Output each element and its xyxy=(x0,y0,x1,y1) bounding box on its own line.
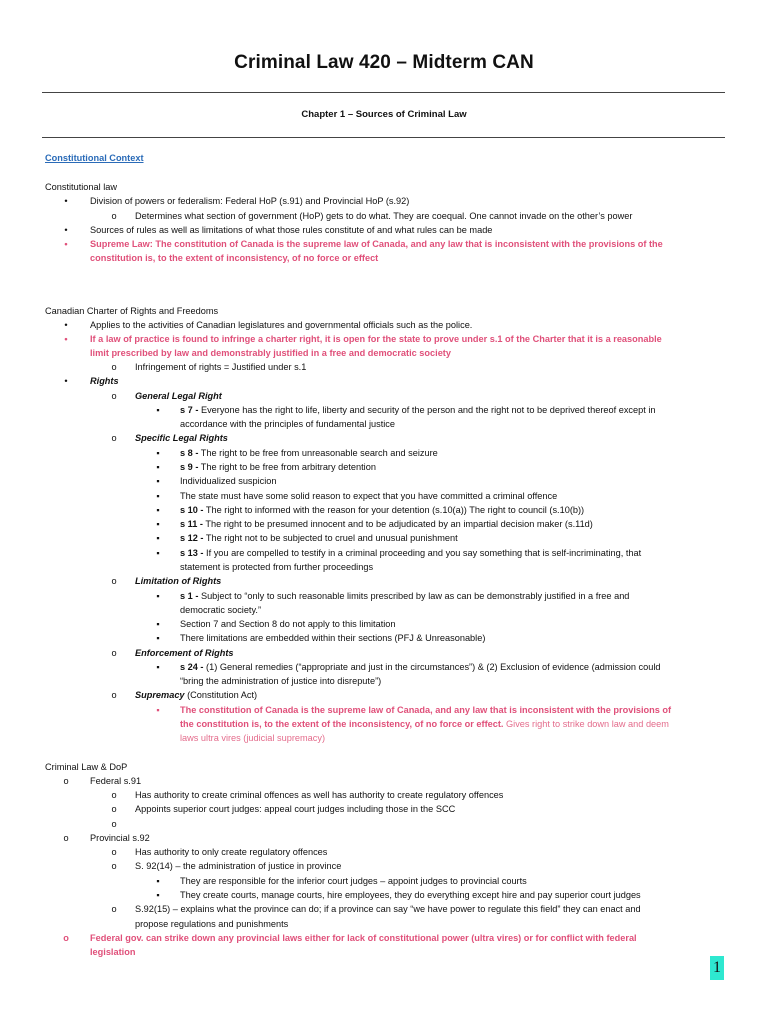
text-line xyxy=(90,374,119,388)
text-line xyxy=(180,460,376,474)
section-number: s 7 - xyxy=(180,405,199,415)
text-line xyxy=(90,774,141,788)
line-text: They are responsible for the inferior court judges – appoint judges to provincial courts xyxy=(180,876,527,886)
line-text: democratic society.” xyxy=(180,605,262,615)
section-number: s 1 - xyxy=(180,591,199,601)
line-text: Section 7 and Section 8 do not apply to this limitation xyxy=(180,619,396,629)
line-text: propose regulations and punishments xyxy=(135,919,289,929)
text-line xyxy=(135,389,222,403)
square-bullet-icon: ▪ xyxy=(156,491,160,501)
text-line xyxy=(135,360,306,374)
circle-bullet-icon: o xyxy=(111,211,117,221)
line-text: Determines what section of government (HoP) gets to do what. They are coequal. One cannot invade on the other’s power xyxy=(135,211,633,221)
text-line xyxy=(90,945,135,959)
line-text: “bring the administration of justice into disrepute”) xyxy=(180,676,382,686)
circle-bullet-icon: o xyxy=(111,362,117,372)
section-number: s 8 - xyxy=(180,448,199,458)
line-text: Subject to “only to such reasonable limits prescribed by law as can be demonstrably justified in a free and xyxy=(198,591,630,601)
text-line xyxy=(180,888,641,902)
text-line xyxy=(180,717,669,731)
text-line xyxy=(180,674,381,688)
bullet-icon: • xyxy=(64,196,68,206)
text-line xyxy=(180,589,629,603)
square-bullet-icon: ▪ xyxy=(156,662,160,672)
page-number: 1 xyxy=(710,956,724,980)
line-text: limit prescribed by law and demonstrably justified in a free and democratic society xyxy=(90,348,451,358)
square-bullet-icon: ▪ xyxy=(156,705,160,715)
circle-bullet-icon: o xyxy=(111,576,117,586)
text-line xyxy=(180,531,458,545)
circle-bullet-icon: o xyxy=(111,790,117,800)
line-text: accordance with the principles of fundamental justice xyxy=(180,419,396,429)
section-number: s 11 - xyxy=(180,519,203,529)
text-line xyxy=(45,760,127,774)
bullet-icon: • xyxy=(64,334,68,344)
line-text: The right to informed with the reason for your detention (s.10(a)) The right to council (s.10(b)) xyxy=(203,505,585,515)
line-text: The right to be free from unreasonable search and seizure xyxy=(198,448,438,458)
section-number: s 12 - xyxy=(180,533,204,543)
circle-bullet-icon: o xyxy=(111,847,117,857)
document-title: Criminal Law 420 – Midterm CAN xyxy=(234,52,534,73)
circle-bullet-icon: o xyxy=(63,833,69,843)
line-text: the constitution is, to the extent of the inconsistency, of no force or effect. xyxy=(180,719,504,729)
line-text: The right to be free from arbitrary detention xyxy=(198,462,376,472)
line-text: Infringement of rights = Justified under s.1 xyxy=(135,362,307,372)
text-line xyxy=(135,845,327,859)
line-text: There limitations are embedded within their sections (PFJ & Unreasonable) xyxy=(180,633,486,643)
text-line xyxy=(180,489,557,503)
circle-bullet-icon: o xyxy=(63,776,69,786)
line-text: Sources of rules as well as limitations of what those rules constitute of and what rules can be made xyxy=(90,225,493,235)
text-line xyxy=(135,431,228,445)
circle-bullet-icon: o xyxy=(111,690,117,700)
square-bullet-icon: ▪ xyxy=(156,476,160,486)
line-text: Provincial s.92 xyxy=(90,833,150,843)
line-text: constitution is, to the extent of inconsistency, of no force or effect xyxy=(90,253,379,263)
text-line xyxy=(180,474,277,488)
square-bullet-icon: ▪ xyxy=(156,505,160,515)
line-text: Limitation of Rights xyxy=(135,576,222,586)
text-line xyxy=(180,660,661,674)
bullet-icon: • xyxy=(64,320,68,330)
square-bullet-icon: ▪ xyxy=(156,533,160,543)
line-text: The state must have some solid reason to expect that you have committed a criminal offence xyxy=(180,491,558,501)
text-line xyxy=(135,859,341,873)
text-line xyxy=(180,617,396,631)
line-text: Canadian Charter of Rights and Freedoms xyxy=(45,306,219,316)
text-line xyxy=(180,546,641,560)
text-line xyxy=(180,517,593,531)
line-text: Constitutional law xyxy=(45,182,118,192)
text-line xyxy=(180,703,671,717)
line-text: Has authority to create criminal offences as well has authority to create regulatory offences xyxy=(135,790,504,800)
bullet-icon: • xyxy=(64,376,68,386)
square-bullet-icon: ▪ xyxy=(156,405,160,415)
text-line xyxy=(180,560,373,574)
line-text: Federal s.91 xyxy=(90,776,142,786)
chapter-divider xyxy=(42,137,725,138)
line-text-tail: Gives right to strike down law and deem xyxy=(503,719,669,729)
text-line xyxy=(90,194,409,208)
circle-bullet-icon: o xyxy=(111,861,117,871)
text-line xyxy=(90,332,662,346)
text-line xyxy=(180,446,438,460)
text-line xyxy=(45,180,117,194)
line-text: The right not to be subjected to cruel and unusual punishment xyxy=(203,533,458,543)
circle-bullet-icon: o xyxy=(111,648,117,658)
text-line xyxy=(135,574,221,588)
text-line[interactable] xyxy=(45,151,144,165)
square-bullet-icon: ▪ xyxy=(156,548,160,558)
line-text: Applies to the activities of Canadian legislatures and governmental officials such as the police. xyxy=(90,320,473,330)
line-text: Individualized suspicion xyxy=(180,476,277,486)
circle-bullet-icon: o xyxy=(111,904,117,914)
text-line xyxy=(90,831,150,845)
square-bullet-icon: ▪ xyxy=(156,448,160,458)
text-line xyxy=(90,931,637,945)
line-text: Has authority to only create regulatory offences xyxy=(135,847,328,857)
line-text: statement is protected from further proceedings xyxy=(180,562,374,572)
section-number: s 9 - xyxy=(180,462,199,472)
line-text: Supreme Law: The constitution of Canada is the supreme law of Canada, and any law that is inconsistent with the provisions of the xyxy=(90,239,663,249)
text-line xyxy=(180,403,656,417)
line-text: Enforcement of Rights xyxy=(135,648,234,658)
text-line xyxy=(135,902,641,916)
text-line xyxy=(135,802,455,816)
text-line xyxy=(90,346,451,360)
line-text: (Constitution Act) xyxy=(184,690,258,700)
square-bullet-icon: ▪ xyxy=(156,890,160,900)
square-bullet-icon: ▪ xyxy=(156,619,160,629)
line-text: Criminal Law & DoP xyxy=(45,762,128,772)
circle-bullet-icon: o xyxy=(111,804,117,814)
line-text: Appoints superior court judges: appeal court judges including those in the SCC xyxy=(135,804,456,814)
circle-bullet-icon: o xyxy=(111,819,117,829)
line-text: S. 92(14) – the administration of justice in province xyxy=(135,861,342,871)
text-line xyxy=(180,731,325,745)
line-text: The constitution of Canada is the supreme law of Canada, and any law that is inconsistent with the provisions of xyxy=(180,705,672,715)
section-number: s 13 - xyxy=(180,548,204,558)
square-bullet-icon: ▪ xyxy=(156,462,160,472)
circle-bullet-icon: o xyxy=(111,433,117,443)
text-line xyxy=(180,874,527,888)
square-bullet-icon: ▪ xyxy=(156,591,160,601)
square-bullet-icon: ▪ xyxy=(156,633,160,643)
text-line xyxy=(45,304,218,318)
text-line xyxy=(90,223,492,237)
line-text: If a law of practice is found to infringe a charter right, it is open for the state to prove under s.1 of the Charter that it is a reasonable xyxy=(90,334,662,344)
text-line xyxy=(180,503,584,517)
text-line xyxy=(180,417,395,431)
line-text: Federal gov. can strike down any provincial laws either for lack of constitutional power (ultra vires) or for conflict with federal xyxy=(90,933,637,943)
text-line xyxy=(180,631,485,645)
line-text: If you are compelled to testify in a criminal proceeding and you say something that is self-incriminating, that xyxy=(203,548,642,558)
text-line xyxy=(135,209,632,223)
line-text: S.92(15) – explains what the province can do; if a province can say “we have power to regulate this field” they can enact and xyxy=(135,904,641,914)
line-text: Rights xyxy=(90,376,119,386)
text-line xyxy=(90,237,663,251)
square-bullet-icon: ▪ xyxy=(156,519,160,529)
text-line xyxy=(135,917,288,931)
line-text: (1) General remedies (“appropriate and just in the circumstances”) & (2) Exclusion of evidence (admission could xyxy=(203,662,661,672)
text-line xyxy=(135,788,503,802)
square-bullet-icon: ▪ xyxy=(156,876,160,886)
circle-bullet-icon: o xyxy=(63,933,69,943)
section-number: s 10 - xyxy=(180,505,204,515)
line-text: General Legal Right xyxy=(135,391,222,401)
subheading: Supremacy xyxy=(135,690,185,700)
top-divider xyxy=(42,92,725,93)
chapter-heading: Chapter 1 – Sources of Criminal Law xyxy=(301,109,467,120)
line-text: laws ultra vires (judicial supremacy) xyxy=(180,733,325,743)
text-line xyxy=(135,646,234,660)
bullet-icon: • xyxy=(64,239,68,249)
line-text: The right to be presumed innocent and to be adjudicated by an impartial decision maker (s.11d) xyxy=(203,519,593,529)
circle-bullet-icon: o xyxy=(111,391,117,401)
section-number: s 24 - xyxy=(180,662,204,672)
line-text: Everyone has the right to life, liberty and security of the person and the right not to be deprived thereof except in xyxy=(198,405,656,415)
text-line xyxy=(90,251,378,265)
text-line xyxy=(180,603,261,617)
line-text: Division of powers or federalism: Federal HoP (s.91) and Provincial HoP (s.92) xyxy=(90,196,410,206)
line-text: legislation xyxy=(90,947,136,957)
bullet-icon: • xyxy=(64,225,68,235)
text-line xyxy=(135,688,257,702)
line-text: Specific Legal Rights xyxy=(135,433,228,443)
text-line xyxy=(90,318,472,332)
line-text: They create courts, manage courts, hire employees, they do everything except hire and pay superior court judges xyxy=(180,890,641,900)
section-link[interactable]: Constitutional Context xyxy=(45,153,144,163)
